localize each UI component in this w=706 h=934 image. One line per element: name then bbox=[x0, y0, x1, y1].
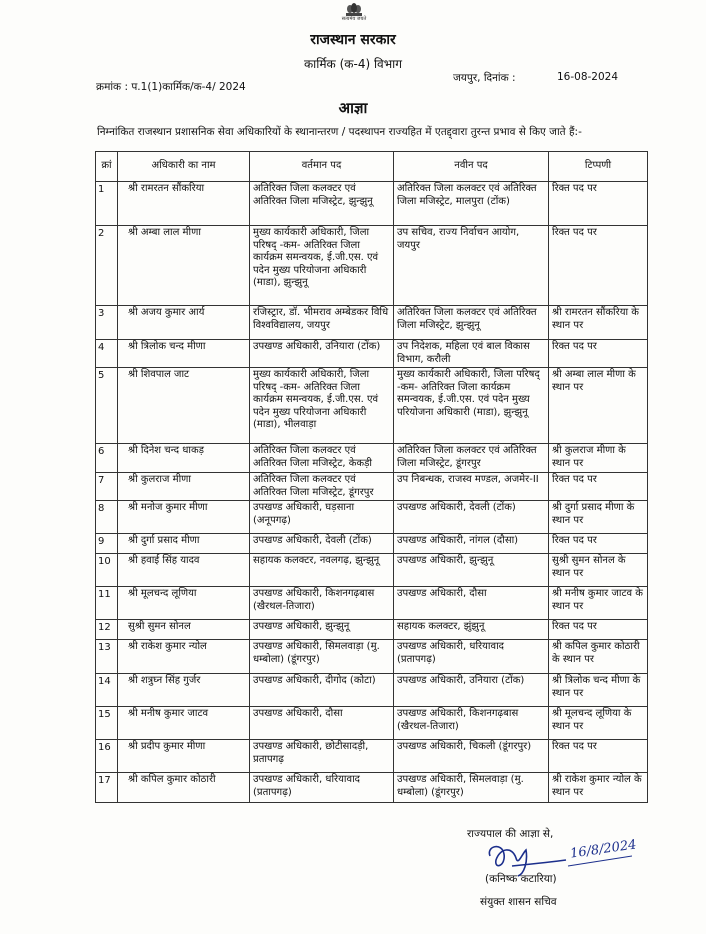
cell-current-post: उपखण्ड अधिकारी, किशनगढ़बास (खैरथल-तिजारा) bbox=[250, 587, 394, 620]
cell-remark: रिक्त पद पर bbox=[549, 182, 648, 226]
signature-date: 16/8/2024 bbox=[569, 837, 638, 862]
cell-officer-name: श्री प्रदीप कुमार मीणा bbox=[118, 740, 250, 773]
cell-officer-name: श्री दुर्गा प्रसाद मीणा bbox=[118, 534, 250, 554]
governor-order-line: राज्यपाल की आज्ञा से, bbox=[467, 828, 554, 840]
col-header-new-post: नवीन पद bbox=[394, 152, 549, 182]
cell-remark: रिक्त पद पर bbox=[549, 620, 648, 640]
cell-serial: 3 bbox=[96, 306, 118, 340]
emblem-motto: सत्यमेव जयते bbox=[341, 16, 367, 22]
cell-remark: श्री रामरतन सौंकरिया के स्थान पर bbox=[549, 306, 648, 340]
state-emblem bbox=[343, 2, 365, 22]
cell-new-post: उपखण्ड अधिकारी, देवली (टोंक) bbox=[394, 501, 549, 534]
cell-officer-name: श्री हवाई सिंह यादव bbox=[118, 554, 250, 587]
table-body bbox=[96, 182, 648, 803]
cell-remark: रिक्त पद पर bbox=[549, 226, 648, 306]
cell-new-post: उपखण्ड अधिकारी, उनियारा (टोंक) bbox=[394, 674, 549, 707]
table-row bbox=[96, 587, 648, 620]
cell-current-post: उपखण्ड अधिकारी, धरियावाद (प्रतापगढ़) bbox=[250, 773, 394, 803]
table-row bbox=[96, 368, 648, 444]
col-header-current-post: वर्तमान पद bbox=[250, 152, 394, 182]
table-row bbox=[96, 707, 648, 740]
table-row bbox=[96, 501, 648, 534]
table-row bbox=[96, 554, 648, 587]
cell-current-post: सहायक कलक्टर, नवलगढ़, झुन्झुनू bbox=[250, 554, 394, 587]
cell-new-post: उप सचिव, राज्य निर्वाचन आयोग, जयपुर bbox=[394, 226, 549, 306]
cell-serial: 12 bbox=[96, 620, 118, 640]
cell-new-post: अतिरिक्त जिला कलक्टर एवं अतिरिक्त जिला मजिस्ट्रेट, झुन्झुनू bbox=[394, 306, 549, 340]
cell-current-post: उपखण्ड अधिकारी, दौसा bbox=[250, 707, 394, 740]
cell-officer-name: श्री अम्बा लाल मीणा bbox=[118, 226, 250, 306]
signatory-designation: संयुक्त शासन सचिव bbox=[480, 896, 557, 908]
cell-remark: श्री दुर्गा प्रसाद मीणा के स्थान पर bbox=[549, 501, 648, 534]
table-row bbox=[96, 620, 648, 640]
cell-serial: 10 bbox=[96, 554, 118, 587]
transfer-table bbox=[95, 151, 648, 803]
table-row bbox=[96, 773, 648, 803]
cell-officer-name: श्री शिवपाल जाट bbox=[118, 368, 250, 444]
cell-current-post: उपखण्ड अधिकारी, देवली (टोंक) bbox=[250, 534, 394, 554]
cell-remark: श्री मूलचन्द लूणिया के स्थान पर bbox=[549, 707, 648, 740]
lion-capital-icon bbox=[343, 3, 365, 17]
order-date: 16-08-2024 bbox=[557, 71, 619, 83]
table-row bbox=[96, 182, 648, 226]
cell-serial: 16 bbox=[96, 740, 118, 773]
cell-current-post: उपखण्ड अधिकारी, छोटीसादड़ी, प्रतापगढ़ bbox=[250, 740, 394, 773]
cell-current-post: अतिरिक्त जिला कलक्टर एवं अतिरिक्त जिला मजिस्ट्रेट, झुन्झुनू bbox=[250, 182, 394, 226]
cell-remark: श्री अम्बा लाल मीणा के स्थान पर bbox=[549, 368, 648, 444]
cell-officer-name: श्री राकेश कुमार न्योल bbox=[118, 640, 250, 674]
cell-current-post: उपखण्ड अधिकारी, सिमलवाड़ा (मु. धम्बोला) (डूंगरपुर) bbox=[250, 640, 394, 674]
order-title: आज्ञा bbox=[338, 99, 368, 117]
cell-new-post: उप निबन्धक, राजस्व मण्डल, अजमेर-II bbox=[394, 473, 549, 501]
cell-remark: रिक्त पद पर bbox=[549, 340, 648, 368]
col-header-name: अधिकारी का नाम bbox=[118, 152, 250, 182]
cell-new-post: सहायक कलक्टर, झुंझुनू bbox=[394, 620, 549, 640]
table-row bbox=[96, 226, 648, 306]
cell-new-post: उपखण्ड अधिकारी, दौसा bbox=[394, 587, 549, 620]
order-intro: निम्नांकित राजस्थान प्रशासनिक सेवा अधिकारियों के स्थानान्तरण / पदस्थापन राज्यहित में एतद्द्वारा तुरन्त प्रभाव से किए जाते हैं:- bbox=[97, 126, 582, 138]
cell-serial: 1 bbox=[96, 182, 118, 226]
cell-current-post: उपखण्ड अधिकारी, दीगोद (कोटा) bbox=[250, 674, 394, 707]
place-date-label: जयपुर, दिनांक : bbox=[453, 72, 516, 84]
cell-serial: 15 bbox=[96, 707, 118, 740]
cell-remark: सुश्री सुमन सोनल के स्थान पर bbox=[549, 554, 648, 587]
cell-officer-name: श्री मनीष कुमार जाटव bbox=[118, 707, 250, 740]
table-header-row bbox=[96, 152, 648, 182]
department-name: कार्मिक (क-4) विभाग bbox=[303, 57, 403, 71]
cell-current-post: उपखण्ड अधिकारी, उनियारा (टोंक) bbox=[250, 340, 394, 368]
table-row bbox=[96, 340, 648, 368]
cell-new-post: अतिरिक्त जिला कलक्टर एवं अतिरिक्त जिला मजिस्ट्रेट, डूंगरपुर bbox=[394, 444, 549, 473]
cell-remark: श्री कुलराज मीणा के स्थान पर bbox=[549, 444, 648, 473]
cell-serial: 14 bbox=[96, 674, 118, 707]
cell-current-post: मुख्य कार्यकारी अधिकारी, जिला परिषद् -कम- अतिरिक्त जिला कार्यक्रम समन्वयक, ई.जी.एस. एवं पदेन मुख्य परियोजना अधिकारी (माडा), झुन्झुनू bbox=[250, 226, 394, 306]
table-row bbox=[96, 640, 648, 674]
cell-current-post: रजिस्ट्रार, डॉ. भीमराव अम्बेडकर विधि विश्वविद्यालय, जयपुर bbox=[250, 306, 394, 340]
table-row bbox=[96, 444, 648, 473]
cell-officer-name: श्री त्रिलोक चन्द मीणा bbox=[118, 340, 250, 368]
cell-current-post: उपखण्ड अधिकारी, घड़साना (अनूपगढ़) bbox=[250, 501, 394, 534]
cell-serial: 9 bbox=[96, 534, 118, 554]
cell-serial: 5 bbox=[96, 368, 118, 444]
table-row bbox=[96, 674, 648, 707]
cell-remark: रिक्त पद पर bbox=[549, 534, 648, 554]
cell-serial: 7 bbox=[96, 473, 118, 501]
government-name: राजस्थान सरकार bbox=[310, 32, 396, 48]
cell-new-post: मुख्य कार्यकारी अधिकारी, जिला परिषद् -कम- अतिरिक्त जिला कार्यक्रम समन्वयक, ई.जी.एस. एवं पदेन मुख्य परियोजना अधिकारी (माडा), झुन्झुनू bbox=[394, 368, 549, 444]
cell-new-post: उपखण्ड अधिकारी, किशनगढ़बास (खैरथल-तिजारा) bbox=[394, 707, 549, 740]
cell-officer-name: श्री अजय कुमार आर्य bbox=[118, 306, 250, 340]
cell-officer-name: श्री दिनेश चन्द धाकड़ bbox=[118, 444, 250, 473]
table-row bbox=[96, 534, 648, 554]
cell-current-post: उपखण्ड अधिकारी, झुन्झुनू bbox=[250, 620, 394, 640]
col-header-remark: टिप्पणी bbox=[549, 152, 648, 182]
cell-serial: 17 bbox=[96, 773, 118, 803]
table-row bbox=[96, 306, 648, 340]
cell-new-post: उपखण्ड अधिकारी, नांगल (दौसा) bbox=[394, 534, 549, 554]
cell-serial: 8 bbox=[96, 501, 118, 534]
col-header-serial: क्रां bbox=[96, 152, 118, 182]
cell-officer-name: श्री रामरतन सौंकरिया bbox=[118, 182, 250, 226]
cell-serial: 2 bbox=[96, 226, 118, 306]
cell-serial: 11 bbox=[96, 587, 118, 620]
cell-new-post: उपखण्ड अधिकारी, धरियावाद (प्रतापगढ़) bbox=[394, 640, 549, 674]
cell-remark: रिक्त पद पर bbox=[549, 473, 648, 501]
cell-officer-name: श्री कपिल कुमार कोठारी bbox=[118, 773, 250, 803]
cell-remark: श्री मनीष कुमार जाटव के स्थान पर bbox=[549, 587, 648, 620]
cell-officer-name: श्री मनोज कुमार मीणा bbox=[118, 501, 250, 534]
table-row bbox=[96, 740, 648, 773]
cell-current-post: अतिरिक्त जिला कलक्टर एवं अतिरिक्त जिला मजिस्ट्रेट, डूंगरपुर bbox=[250, 473, 394, 501]
cell-remark: रिक्त पद पर bbox=[549, 740, 648, 773]
cell-serial: 6 bbox=[96, 444, 118, 473]
cell-new-post: अतिरिक्त जिला कलक्टर एवं अतिरिक्त जिला मजिस्ट्रेट, मालपुरा (टोंक) bbox=[394, 182, 549, 226]
cell-new-post: उप निदेशक, महिला एवं बाल विकास विभाग, करौली bbox=[394, 340, 549, 368]
cell-new-post: उपखण्ड अधिकारी, सिमलवाड़ा (मु. धम्बोला) (डूंगरपुर) bbox=[394, 773, 549, 803]
cell-remark: श्री कपिल कुमार कोठारी के स्थान पर bbox=[549, 640, 648, 674]
cell-officer-name: श्री कुलराज मीणा bbox=[118, 473, 250, 501]
cell-current-post: मुख्य कार्यकारी अधिकारी, जिला परिषद् -कम- अतिरिक्त जिला कार्यक्रम समन्वयक, ई.जी.एस. एवं पदेन मुख्य परियोजना अधिकारी (माडा), भीलवाड़ा bbox=[250, 368, 394, 444]
cell-officer-name: श्री मूलचन्द लूणिया bbox=[118, 587, 250, 620]
signatory-name: (कनिष्क कटारिया) bbox=[485, 873, 557, 885]
cell-remark: श्री त्रिलोक चन्द मीणा के स्थान पर bbox=[549, 674, 648, 707]
cell-serial: 4 bbox=[96, 340, 118, 368]
cell-new-post: उपखण्ड अधिकारी, झुन्झुनू bbox=[394, 554, 549, 587]
cell-new-post: उपखण्ड अधिकारी, चिकली (डूंगरपुर) bbox=[394, 740, 549, 773]
cell-serial: 13 bbox=[96, 640, 118, 674]
table-row bbox=[96, 473, 648, 501]
cell-remark: श्री राकेश कुमार न्योल के स्थान पर bbox=[549, 773, 648, 803]
reference-number: क्रमांक : प.1(1)कार्मिक/क-4/ 2024 bbox=[96, 81, 246, 93]
cell-officer-name: सुश्री सुमन सोनल bbox=[118, 620, 250, 640]
cell-officer-name: श्री शत्रुघ्न सिंह गुर्जर bbox=[118, 674, 250, 707]
cell-current-post: अतिरिक्त जिला कलक्टर एवं अतिरिक्त जिला मजिस्ट्रेट, केकड़ी bbox=[250, 444, 394, 473]
